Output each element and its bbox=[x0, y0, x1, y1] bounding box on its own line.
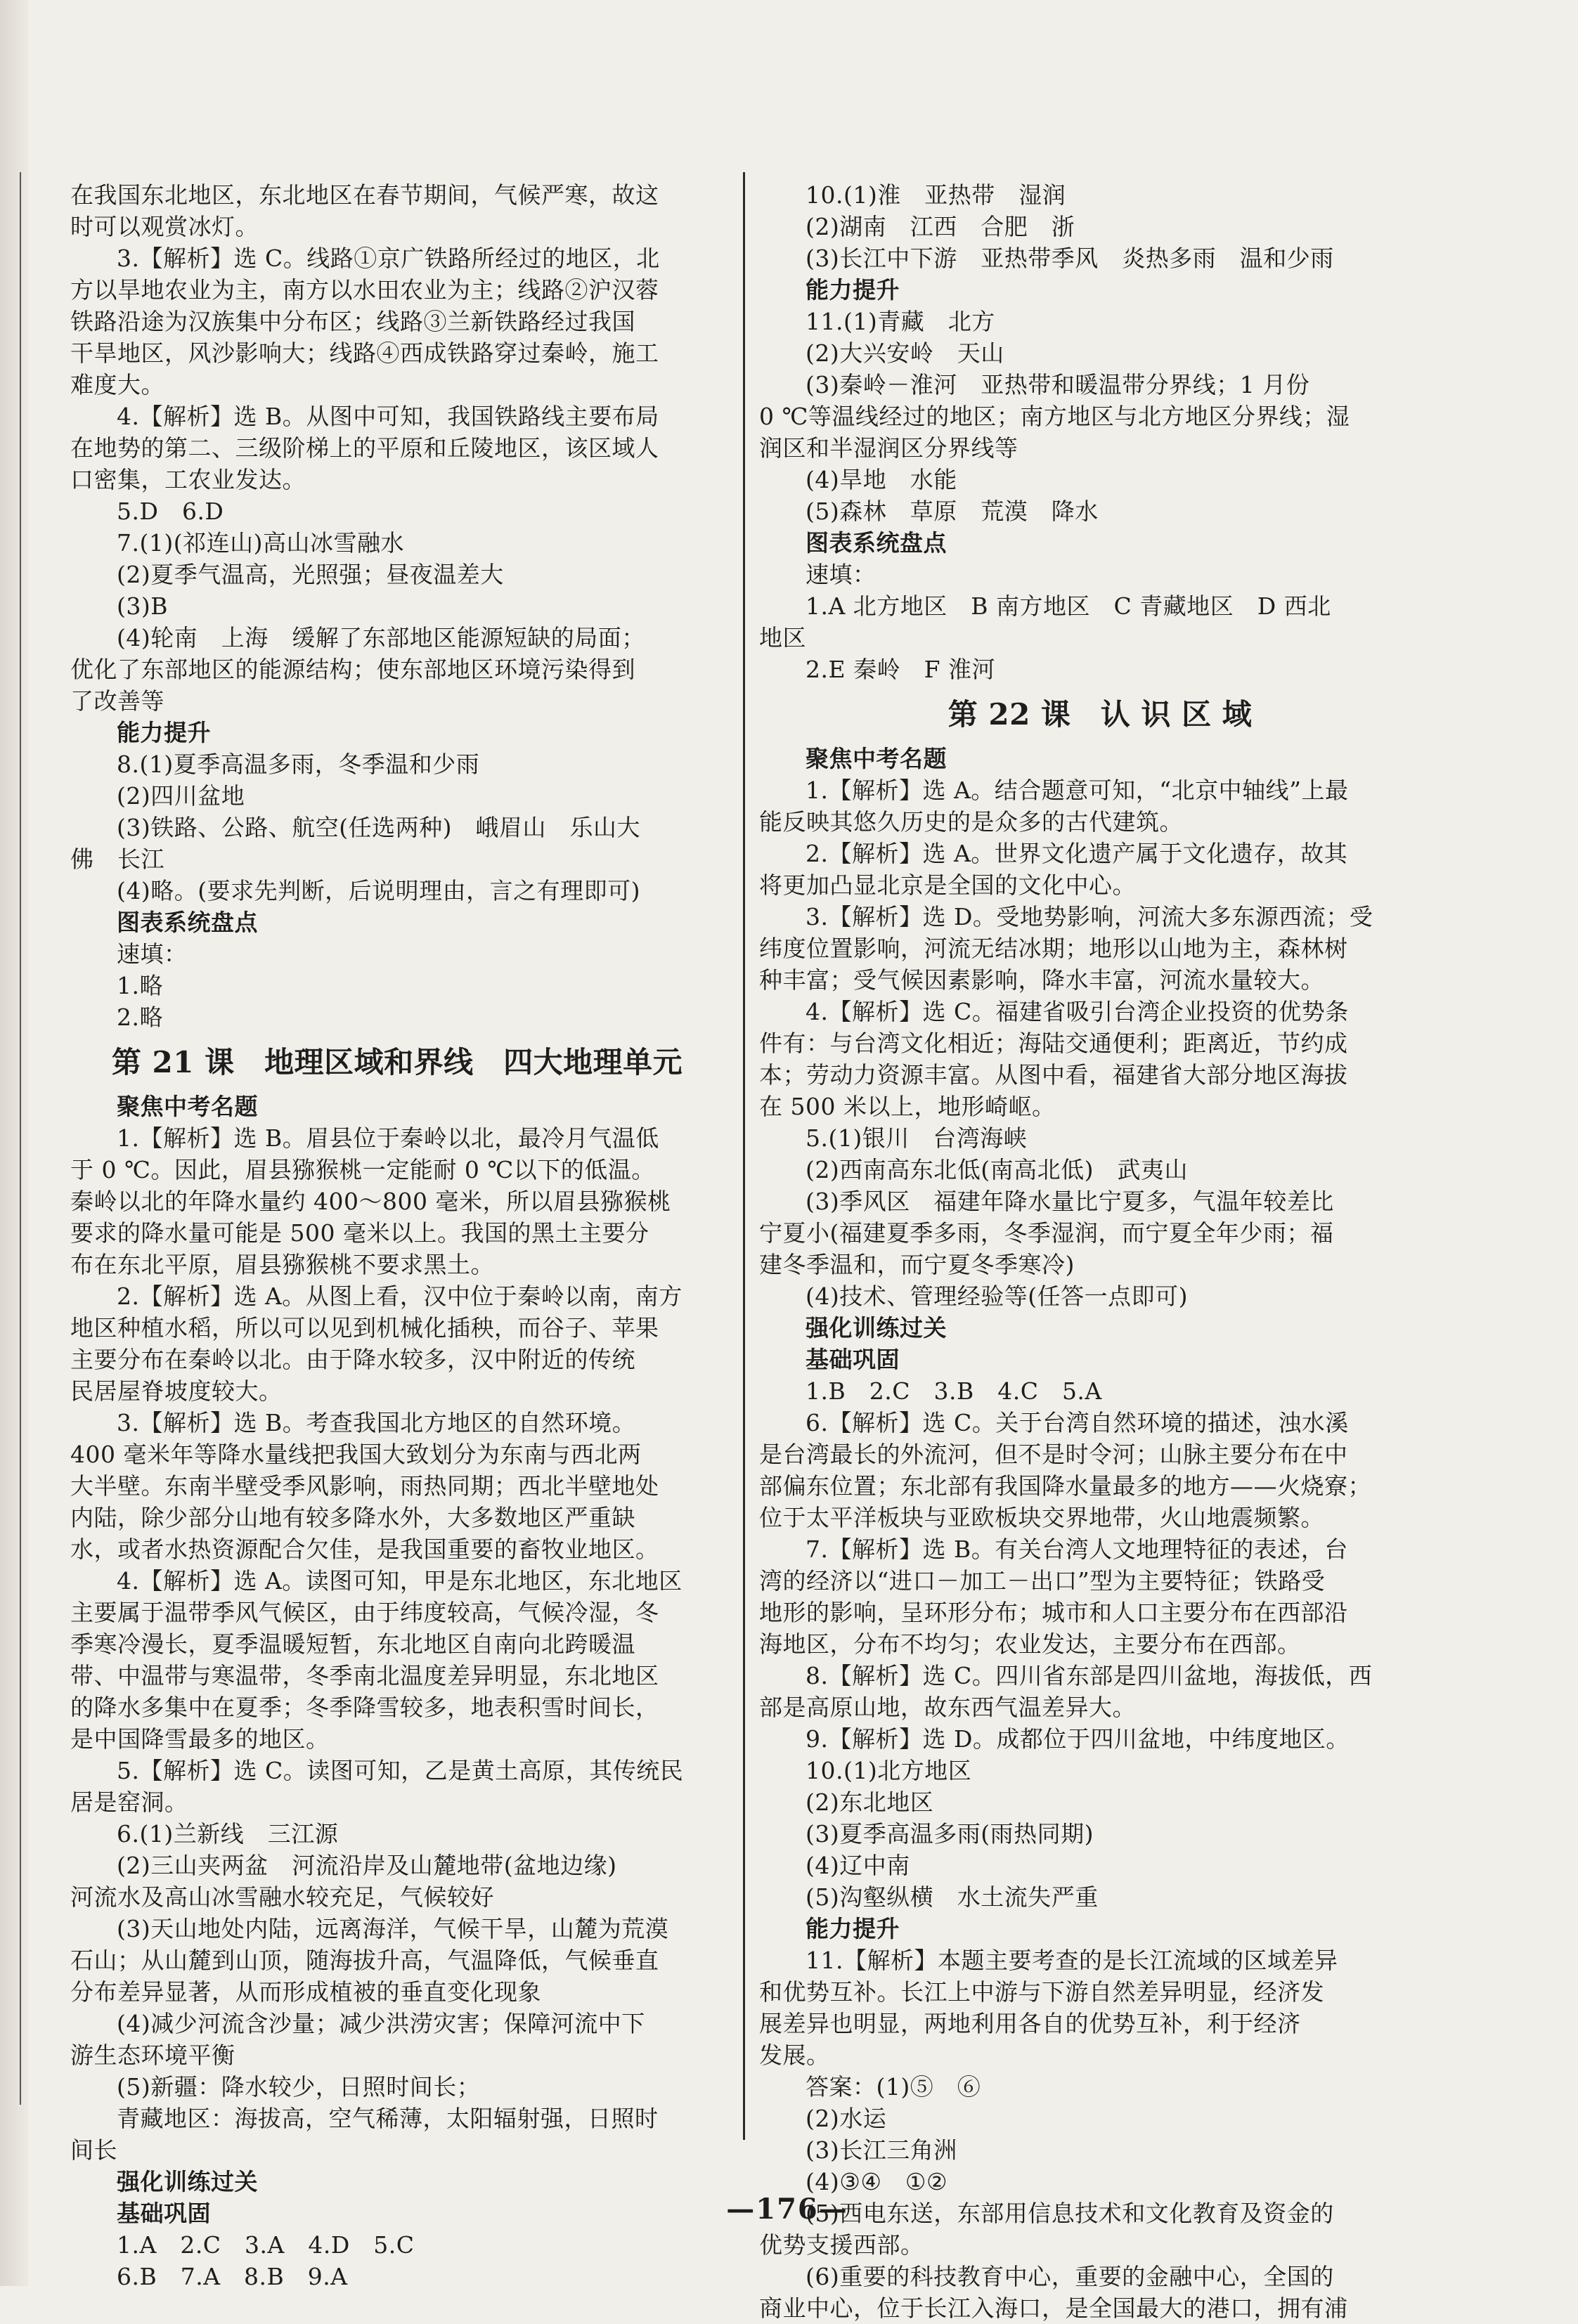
text-line: 1.【解析】选 B。眉县位于秦岭以北，最冷月气温低 bbox=[117, 1124, 659, 1152]
text-line: (2)水运 bbox=[806, 2105, 887, 2132]
text-line: 大半壁。东南半壁受季风影响，雨热同期；西北半壁地处 bbox=[70, 1472, 659, 1500]
text-line: 季寒冷漫长，夏季温暖短暂，东北地区自南向北跨暖温 bbox=[70, 1630, 635, 1658]
text-line: (2)大兴安岭 天山 bbox=[806, 339, 1004, 367]
text-line: 本；劳动力资源丰富。从图中看，福建省大部分地区海拔 bbox=[759, 1061, 1348, 1089]
text-line: (5)森林 草原 荒漠 降水 bbox=[806, 498, 1099, 525]
text-line: 件有：与台湾文化相近；海陆交通便利；距离近，节约成 bbox=[759, 1030, 1348, 1057]
text-line: 速填： bbox=[806, 561, 877, 588]
text-line: (2)西南高东北低(南高北低) 武夷山 bbox=[806, 1156, 1188, 1183]
text-line: 3.【解析】选 D。受地势影响，河流大多东源西流；受 bbox=[806, 903, 1373, 930]
text-line: 优化了东部地区的能源结构；使东部地区环境污染得到 bbox=[70, 656, 635, 683]
text-line: 于 0 ℃。因此，眉县猕猴桃一定能耐 0 ℃以下的低温。 bbox=[70, 1156, 655, 1183]
text-line: (6)重要的科技教育中心，重要的金融中心，全国的 bbox=[806, 2263, 1334, 2290]
left-column bbox=[70, 179, 724, 2292]
section-heading: 能力提升 bbox=[806, 276, 900, 304]
section-heading: 聚焦中考名题 bbox=[806, 745, 947, 772]
text-line: 速填： bbox=[117, 940, 188, 968]
text-line: (4)③④ ①② bbox=[806, 2168, 948, 2195]
text-line: 内陆，除少部分山地有较多降水外，大多数地区严重缺 bbox=[70, 1504, 635, 1531]
text-line: 展差异也明显，两地利用各自的优势互补，利于经济 bbox=[759, 2010, 1301, 2037]
text-line: 在 500 米以上，地形崎岖。 bbox=[759, 1093, 1056, 1120]
text-line: 石山；从山麓到山顶，随海拔升高，气温降低，气候垂直 bbox=[70, 1947, 659, 1974]
text-line: (5)新疆：降水较少，日照时间长； bbox=[117, 2073, 481, 2101]
text-line: (2)三山夹两盆 河流沿岸及山麓地带(盆地边缘) bbox=[117, 1852, 617, 1879]
text-line: 8.【解析】选 C。四川省东部是四川盆地，海拔低，西 bbox=[806, 1662, 1373, 1689]
text-line: 将更加凸显北京是全国的文化中心。 bbox=[759, 871, 1136, 899]
text-line: 4.【解析】选 A。读图可知，甲是东北地区，东北地区 bbox=[117, 1567, 683, 1595]
text-line: 8.(1)夏季高温多雨，冬季温和少雨 bbox=[117, 751, 480, 778]
text-line: 布在东北平原，眉县猕猴桃不要求黑土。 bbox=[70, 1251, 494, 1278]
section-heading: 强化训练过关 bbox=[117, 2168, 258, 2195]
text-line: (4)技术、管理经验等(任答一点即可) bbox=[806, 1283, 1188, 1310]
text-line: (4)辽中南 bbox=[806, 1852, 910, 1879]
text-line: 是台湾最长的外流河，但不是时令河；山脉主要分布在中 bbox=[759, 1441, 1348, 1468]
right-column bbox=[759, 179, 1441, 2324]
page-number: —176— bbox=[726, 2193, 848, 2226]
page-edge-strip bbox=[0, 0, 28, 2286]
text-line: (3)长江三角洲 bbox=[806, 2136, 957, 2164]
text-line: 位于太平洋板块与亚欧板块交界地带，火山地震频繁。 bbox=[759, 1504, 1324, 1531]
text-line: 建冬季温和，而宁夏冬季寒冷) bbox=[759, 1251, 1075, 1278]
section-heading: 基础巩固 bbox=[117, 2200, 211, 2227]
text-line: 水，或者水热资源配合欠佳，是我国重要的畜牧业地区。 bbox=[70, 1536, 659, 1563]
text-line: 难度大。 bbox=[70, 371, 164, 398]
text-line: 6.(1)兰新线 三江源 bbox=[117, 1820, 339, 1848]
text-line: 方以旱地农业为主，南方以水田农业为主；线路②沪汉蓉 bbox=[70, 276, 659, 304]
text-line: 地区种植水稻，所以可以见到机械化插秧，而谷子、苹果 bbox=[70, 1314, 659, 1342]
section-heading: 基础巩固 bbox=[806, 1346, 900, 1373]
text-line: 5.(1)银川 台湾海峡 bbox=[806, 1124, 1028, 1152]
text-line: (3)季风区 福建年降水量比宁夏多，气温年较差比 bbox=[806, 1188, 1334, 1215]
text-line: 0 ℃等温线经过的地区；南方地区与北方地区分界线；湿 bbox=[759, 403, 1350, 430]
text-line: 佛 长江 bbox=[70, 845, 164, 873]
text-line: 湾的经济以“进口－加工－出口”型为主要特征；铁路受 bbox=[759, 1567, 1326, 1595]
section-heading: 强化训练过关 bbox=[806, 1314, 947, 1342]
text-line: 2.【解析】选 A。从图上看，汉中位于秦岭以南，南方 bbox=[117, 1283, 683, 1310]
text-line: 3.【解析】选 C。线路①京广铁路所经过的地区，北 bbox=[117, 245, 660, 272]
text-line: (3)长江中下游 亚热带季风 炎热多雨 温和少雨 bbox=[806, 245, 1334, 272]
text-line: (2)四川盆地 bbox=[117, 782, 245, 810]
text-line: 7.(1)(祁连山)高山冰雪融水 bbox=[117, 529, 404, 557]
text-line: 海地区，分布不均匀；农业发达，主要分布在西部。 bbox=[759, 1630, 1301, 1658]
text-line: 间长 bbox=[70, 2136, 117, 2164]
text-line: 部是高原山地，故东西气温差异大。 bbox=[759, 1694, 1136, 1721]
text-line: 地区 bbox=[759, 624, 806, 651]
text-line: 3.【解析】选 B。考查我国北方地区的自然环境。 bbox=[117, 1409, 636, 1436]
text-line: 答案：(1)⑤ ⑥ bbox=[806, 2073, 981, 2101]
section-heading: 图表系统盘点 bbox=[806, 529, 947, 557]
text-line: 在我国东北地区，东北地区在春节期间，气候严寒，故这 bbox=[70, 181, 659, 209]
text-line: 商业中心，位于长江入海口，是全国最大的港口，拥有浦 bbox=[759, 2294, 1348, 2322]
text-line: 种丰富；受气候因素影响，降水丰富，河流水量较大。 bbox=[759, 966, 1324, 994]
text-line: 400 毫米年等降水量线把我国大致划分为东南与西北两 bbox=[70, 1441, 642, 1468]
text-line: 2.E 秦岭 F 淮河 bbox=[806, 656, 995, 683]
text-line: 分布差异显著，从而形成植被的垂直变化现象 bbox=[70, 1978, 541, 2006]
text-line: 游生态环境平衡 bbox=[70, 2041, 235, 2069]
text-line: (3)B bbox=[117, 592, 168, 620]
text-line: 10.(1)北方地区 bbox=[806, 1757, 972, 1784]
text-line: (4)旱地 水能 bbox=[806, 466, 957, 493]
text-line: 河流水及高山冰雪融水较充足，气候较好 bbox=[70, 1883, 494, 1911]
text-line: (3)夏季高温多雨(雨热同期) bbox=[806, 1820, 1094, 1848]
lesson-title: 第 21 课 地理区域和界线 四大地理单元 bbox=[111, 1045, 683, 1079]
text-line: 居是窑洞。 bbox=[70, 1789, 188, 1816]
text-line: 11.【解析】本题主要考查的是长江流域的区域差异 bbox=[806, 1947, 1338, 1974]
text-line: 铁路沿途为汉族集中分布区；线路③兰新铁路经过我国 bbox=[70, 308, 635, 335]
text-line: 6.B 7.A 8.B 9.A bbox=[117, 2263, 348, 2290]
text-line: (3)秦岭－淮河 亚热带和暖温带分界线；1 月份 bbox=[806, 371, 1310, 398]
margin-rule bbox=[20, 172, 21, 2105]
text-line: 5.【解析】选 C。读图可知，乙是黄土高原，其传统民 bbox=[117, 1757, 684, 1784]
text-line: 1.A 2.C 3.A 4.D 5.C bbox=[117, 2231, 415, 2259]
text-line: 1.B 2.C 3.B 4.C 5.A bbox=[806, 1377, 1102, 1405]
text-line: 口密集，工农业发达。 bbox=[70, 466, 306, 493]
text-line: 民居屋脊坡度较大。 bbox=[70, 1377, 283, 1405]
text-line: (4)略。(要求先判断，后说明理由，言之有理即可) bbox=[117, 877, 640, 904]
text-line: 干旱地区，风沙影响大；线路④西成铁路穿过秦岭，施工 bbox=[70, 339, 659, 367]
text-line: 秦岭以北的年降水量约 400～800 毫米，所以眉县猕猴桃 bbox=[70, 1188, 671, 1215]
text-line: 带、中温带与寒温带，冬季南北温度差异明显，东北地区 bbox=[70, 1662, 659, 1689]
text-line: 1.【解析】选 A。结合题意可知，“北京中轴线”上最 bbox=[806, 777, 1349, 804]
text-line: 部偏东位置；东北部有我国降水量最多的地方——火烧寮； bbox=[759, 1472, 1371, 1500]
text-line: 时可以观赏冰灯。 bbox=[70, 213, 259, 240]
text-line: (2)湖南 江西 合肥 浙 bbox=[806, 213, 1075, 240]
text-line: 的降水多集中在夏季；冬季降雪较多，地表积雪时间长， bbox=[70, 1694, 659, 1721]
text-line: 能反映其悠久历史的是众多的古代建筑。 bbox=[759, 808, 1183, 836]
text-line: 4.【解析】选 B。从图中可知，我国铁路线主要布局 bbox=[117, 403, 659, 430]
text-line: 10.(1)淮 亚热带 湿润 bbox=[806, 181, 1066, 209]
text-line: 要求的降水量可能是 500 毫米以上。我国的黑土主要分 bbox=[70, 1219, 649, 1247]
text-line: (4)减少河流含沙量；减少洪涝灾害；保障河流中下 bbox=[117, 2010, 645, 2037]
section-heading: 能力提升 bbox=[806, 1915, 900, 1942]
text-line: 宁夏小(福建夏季多雨，冬季湿润，而宁夏全年少雨；福 bbox=[759, 1219, 1334, 1247]
text-line: (4)轮南 上海 缓解了东部地区能源短缺的局面； bbox=[117, 624, 645, 651]
text-line: 主要分布在秦岭以北。由于降水较多，汉中附近的传统 bbox=[70, 1346, 635, 1373]
text-line: 青藏地区：海拔高，空气稀薄，太阳辐射强，日照时 bbox=[117, 2105, 659, 2132]
text-line: 4.【解析】选 C。福建省吸引台湾企业投资的优势条 bbox=[806, 998, 1349, 1025]
text-line: 1.略 bbox=[117, 972, 163, 999]
text-line: 了改善等 bbox=[70, 687, 164, 715]
text-line: 1.A 北方地区 B 南方地区 C 青藏地区 D 西北 bbox=[806, 592, 1331, 620]
text-line: 和优势互补。长江上中游与下游自然差异明显，经济发 bbox=[759, 1978, 1324, 2006]
text-line: 7.【解析】选 B。有关台湾人文地理特征的表述，台 bbox=[806, 1536, 1348, 1563]
text-line: 在地势的第二、三级阶梯上的平原和丘陵地区，该区域人 bbox=[70, 434, 659, 462]
text-line: 5.D 6.D bbox=[117, 498, 224, 525]
text-line: (5)西电东送，东部用信息技术和文化教育及资金的 bbox=[806, 2200, 1334, 2227]
text-line: (3)天山地处内陆，远离海洋，气候干旱，山麓为荒漠 bbox=[117, 1915, 669, 1942]
text-line: 9.【解析】选 D。成都位于四川盆地，中纬度地区。 bbox=[806, 1725, 1350, 1753]
text-line: 6.【解析】选 C。关于台湾自然环境的描述，浊水溪 bbox=[806, 1409, 1349, 1436]
text-line: (2)夏季气温高，光照强；昼夜温差大 bbox=[117, 561, 504, 588]
text-line: 2.【解析】选 A。世界文化遗产属于文化遗存，故其 bbox=[806, 840, 1348, 867]
text-line: 是中国降雪最多的地区。 bbox=[70, 1725, 330, 1753]
text-line: 11.(1)青藏 北方 bbox=[806, 308, 995, 335]
text-line: 主要属于温带季风气候区，由于纬度较高，气候冷湿，冬 bbox=[70, 1599, 659, 1626]
text-line: (3)铁路、公路、航空(任选两种) 峨眉山 乐山大 bbox=[117, 814, 640, 841]
text-line: 2.略 bbox=[117, 1004, 163, 1031]
text-line: (2)东北地区 bbox=[806, 1789, 934, 1816]
section-heading: 聚焦中考名题 bbox=[117, 1093, 258, 1120]
text-line: 纬度位置影响，河流无结冰期；地形以山地为主，森林树 bbox=[759, 935, 1348, 962]
text-line: 发展。 bbox=[759, 2041, 830, 2069]
text-line: 优势支援西部。 bbox=[759, 2231, 924, 2259]
section-heading: 图表系统盘点 bbox=[117, 909, 258, 936]
text-line: 地形的影响，呈环形分布；城市和人口主要分布在西部沿 bbox=[759, 1599, 1348, 1626]
section-heading: 能力提升 bbox=[117, 719, 211, 746]
lesson-title: 第 22 课 认 识 区 域 bbox=[948, 697, 1253, 732]
text-line: (5)沟壑纵横 水土流失严重 bbox=[806, 1883, 1099, 1911]
column-divider bbox=[743, 172, 745, 2140]
text-line: 润区和半湿润区分界线等 bbox=[759, 434, 1018, 462]
